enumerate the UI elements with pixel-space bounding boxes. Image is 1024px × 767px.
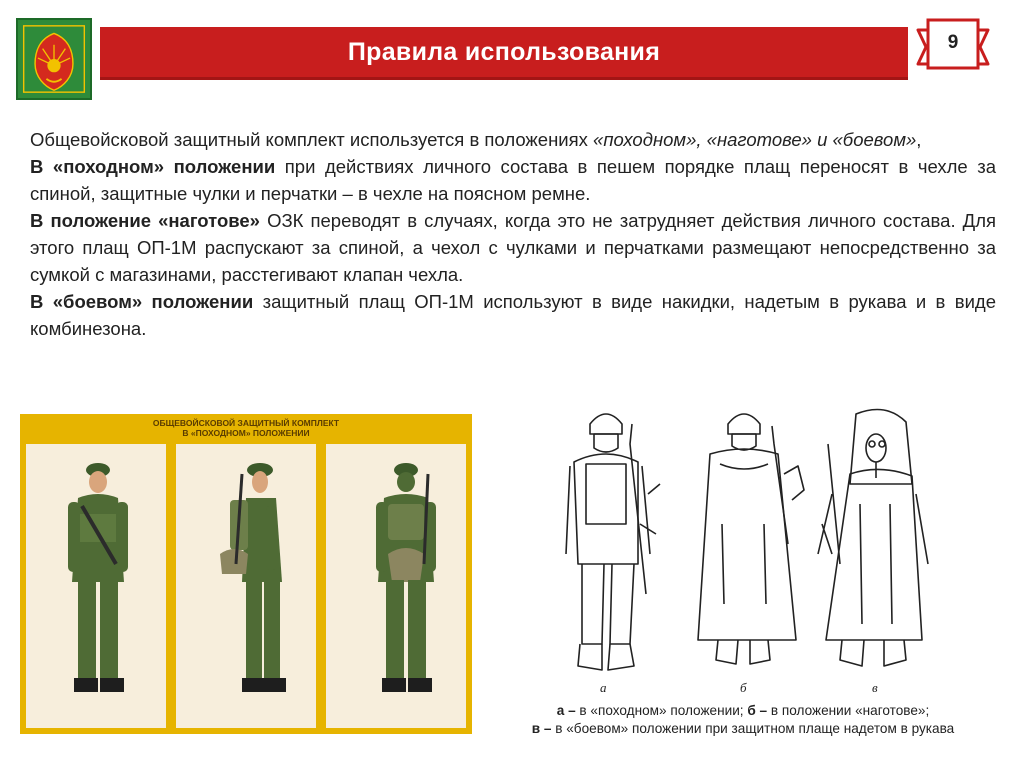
intro-positions: «походном», «наготове» и «боевом» bbox=[593, 129, 917, 150]
intro-comma: , bbox=[916, 129, 922, 150]
body-text bbox=[30, 126, 996, 342]
intro-text: Общевойсковой защитный комплект используется в положениях bbox=[30, 129, 594, 150]
paragraph-marching bbox=[30, 153, 996, 207]
sketch-figures-image bbox=[560, 404, 940, 700]
paragraph-intro bbox=[30, 126, 996, 153]
caption-text-c: в «боевом» положении при защитном плаще надетом в рукава bbox=[551, 721, 955, 736]
combat-text: защитный плащ ОП-1М используют в виде накидки, надетым в рукава и в виде комбинезона. bbox=[30, 291, 996, 339]
sketch-figure-a bbox=[566, 414, 660, 670]
soldier-side-figure bbox=[220, 463, 286, 692]
ready-heading: В положение «наготове» bbox=[30, 210, 260, 231]
star-emblem-icon bbox=[18, 20, 90, 98]
soldiers-figures bbox=[20, 414, 472, 734]
sketch-figure-c bbox=[818, 410, 928, 667]
emblem-logo bbox=[16, 18, 92, 100]
paragraph-ready bbox=[30, 207, 996, 288]
sketch-label-b: б bbox=[740, 680, 747, 695]
marching-text: при действиях личного состава в пешем порядке плащ переносят в чехле за спиной, защитные чулки и перчатки – в чехле на поясном ремне. bbox=[30, 156, 997, 204]
caption-key-a: а – bbox=[556, 703, 576, 718]
caption-key-b: б – bbox=[747, 703, 768, 718]
poster-title-line1: ОБЩЕВОЙСКОВОЙ ЗАЩИТНЫЙ КОМПЛЕКТ bbox=[152, 418, 340, 428]
sketch-figure-b bbox=[698, 414, 804, 664]
paragraph-combat bbox=[30, 288, 996, 342]
page-number: 9 bbox=[947, 32, 959, 53]
caption-line2 bbox=[496, 720, 990, 738]
caption-line1 bbox=[496, 702, 990, 720]
combat-heading: В «боевом» положении bbox=[30, 291, 254, 312]
soldiers-poster-image bbox=[20, 414, 472, 734]
caption-text-a: в «походном» положении; bbox=[575, 703, 748, 718]
sketch-caption bbox=[496, 702, 990, 738]
marching-heading: В «походном» положении bbox=[30, 156, 276, 177]
title-bar bbox=[100, 27, 908, 80]
sketch-label-c: в bbox=[872, 680, 878, 695]
caption-text-b: в положении «наготове»; bbox=[767, 703, 930, 718]
soldier-back-figure bbox=[376, 463, 436, 692]
ready-text: ОЗК переводят в случаях, когда это не затрудняет действия личного состава. Для этого плащ ОП-1М распускают за спиной, а чехол с чулками и перчатками размещают непосредственно за сумкой с магазинами, расстегивают клапан чехла. bbox=[30, 210, 997, 285]
soldier-front-figure bbox=[68, 463, 128, 692]
page-title: Правила использования bbox=[347, 38, 661, 66]
caption-key-c: в – bbox=[531, 721, 552, 736]
page-number-badge bbox=[914, 16, 992, 80]
sketch-label-a: а bbox=[600, 680, 607, 695]
poster-title-line2: В «ПОХОДНОМ» ПОЛОЖЕНИИ bbox=[182, 428, 310, 438]
